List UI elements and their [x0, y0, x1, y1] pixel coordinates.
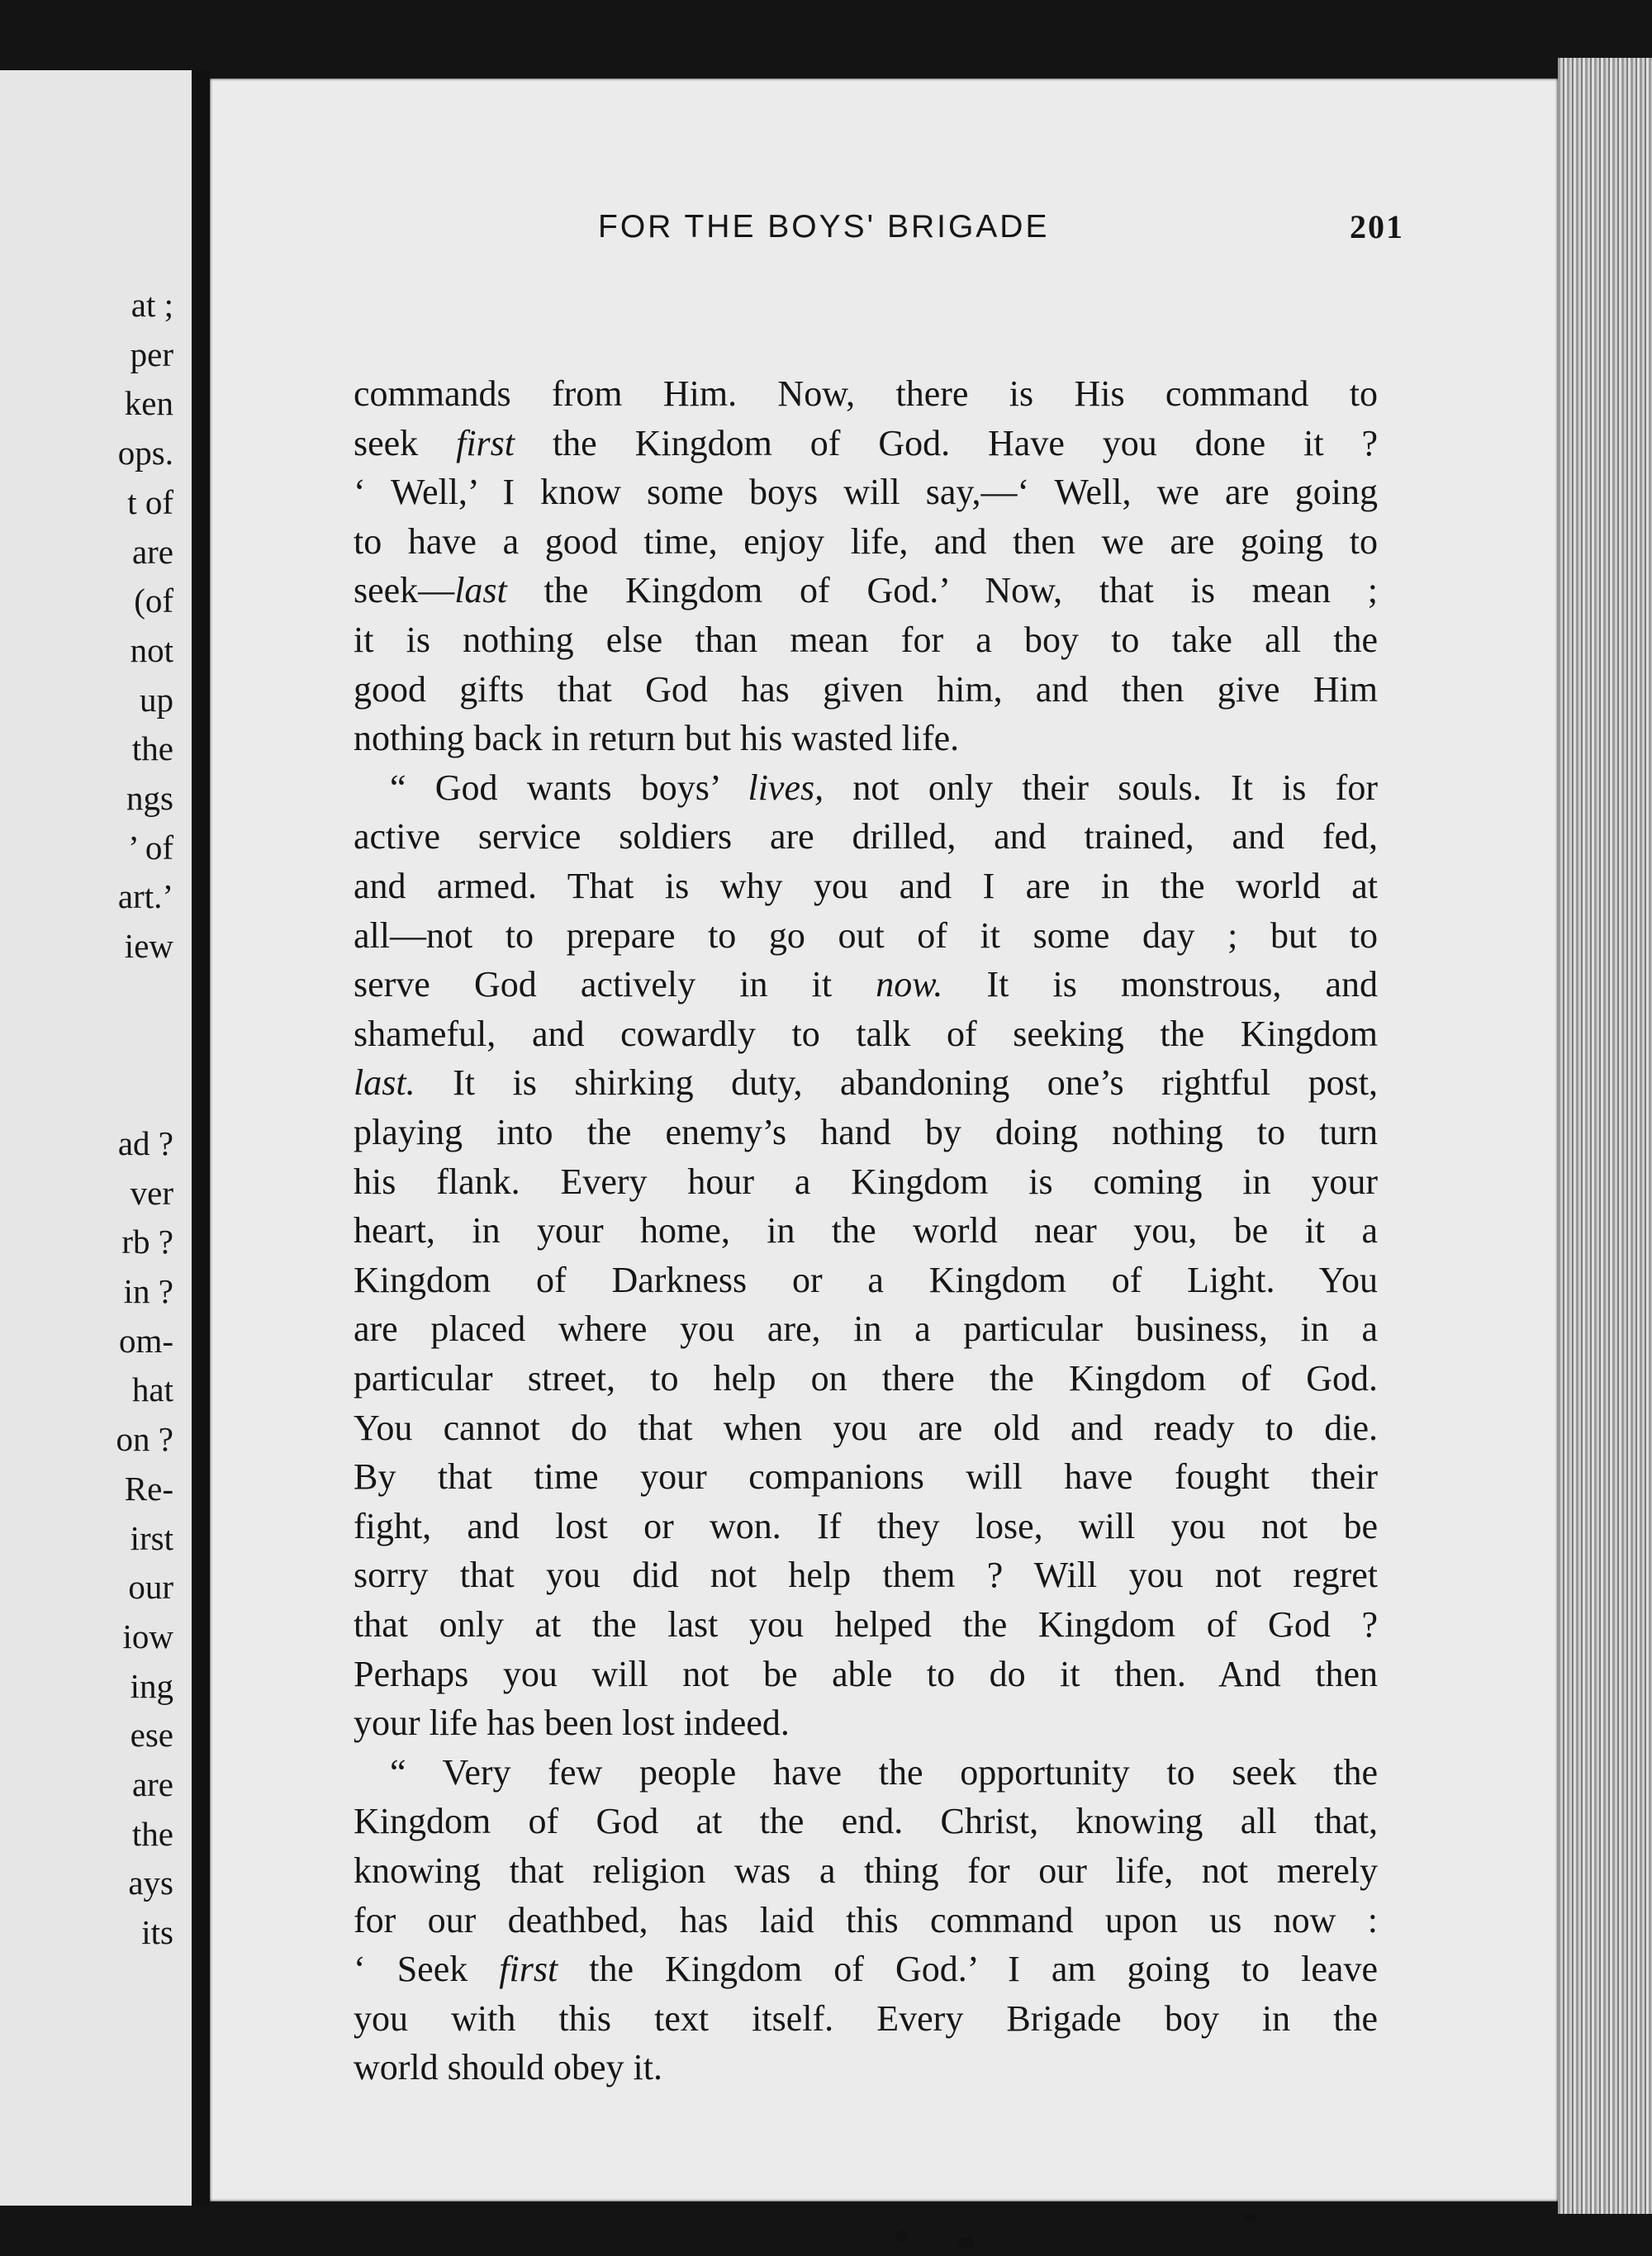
text-segment: By that time your companions will have fought their — [354, 1456, 1378, 1498]
text-line — [354, 1797, 1378, 1845]
left-page-fragment: per — [130, 335, 173, 373]
left-page-fragment: art.’ — [117, 877, 173, 916]
text-segment: It is shirking duty, abandoning one’s rightful post, — [415, 1062, 1378, 1104]
left-page-fragment: ays — [128, 1864, 173, 1902]
text-segment: knowing that religion was a thing for our life, not merely — [354, 1850, 1378, 1891]
text-segment: nothing back in return but his wasted life. — [354, 718, 960, 759]
text-line — [354, 1846, 1378, 1895]
left-page-fragment: on ? — [116, 1420, 173, 1459]
text-segment: active service soldiers are drilled, and trained, and fed, — [354, 816, 1378, 857]
left-page-fragment: up — [140, 680, 173, 719]
text-segment: and armed. That is why you and I are in the world at — [354, 866, 1378, 906]
text-line — [354, 1206, 1378, 1255]
left-page-fragment: at ; — [131, 286, 173, 324]
text-line — [354, 1650, 1378, 1698]
text-line — [354, 1748, 1378, 1797]
text-line — [354, 763, 1378, 812]
text-line — [354, 1945, 1378, 1993]
text-line — [354, 1502, 1378, 1551]
left-page-fragment: the — [131, 729, 173, 768]
text-segment: “ God wants boys’ — [390, 767, 748, 808]
text-line — [354, 1009, 1378, 1058]
text-line — [354, 1256, 1378, 1304]
left-page-fragment: ing — [130, 1666, 173, 1705]
text-segment: your life has been lost indeed. — [354, 1703, 790, 1744]
left-page-fragment: om- — [118, 1321, 173, 1360]
left-page-fragment: not — [130, 630, 173, 669]
left-page-fragment: our — [128, 1568, 173, 1607]
text-segment: all—not to prepare to go out of it some day ; but to — [354, 914, 1378, 956]
left-page-fragment: iow — [122, 1617, 173, 1655]
text-line — [354, 517, 1378, 566]
text-line — [354, 1157, 1378, 1206]
left-page-fragment: iew — [124, 927, 173, 966]
left-page-fragment: in ? — [123, 1272, 173, 1310]
text-line — [354, 1452, 1378, 1501]
text-segment: good gifts that God has given him, and then give Him — [354, 668, 1378, 710]
left-page-fragment: ad ? — [117, 1123, 173, 1162]
text-segment: the Kingdom of God.’ Now, that is mean ; — [506, 570, 1378, 611]
italic-word: last — [454, 570, 507, 611]
text-segment: playing into the enemy’s hand by doing nothing to turn — [354, 1112, 1378, 1152]
text-segment: world should obey it. — [354, 2047, 662, 2088]
left-page-fragment: ese — [130, 1716, 173, 1755]
left-page-fragment: ops. — [117, 434, 173, 473]
text-segment: heart, in your home, in the world near you, be it a — [354, 1210, 1378, 1251]
text-line — [354, 615, 1378, 664]
text-segment: fight, and lost or won. If they lose, will you not be — [354, 1505, 1378, 1546]
left-page-fragment: ’ of — [127, 828, 173, 867]
left-page-fragment: ngs — [126, 779, 173, 817]
left-page-fragment: are — [131, 532, 173, 571]
text-line — [354, 1896, 1378, 1945]
left-page-fragment: irst — [130, 1518, 173, 1557]
text-segment: serve God actively in it — [354, 964, 876, 1005]
text-segment: you with this text itself. Every Brigade boy in the — [354, 1997, 1378, 2039]
book-gutter — [192, 70, 210, 2206]
text-segment: shameful, and cowardly to talk of seeking the Kingdom — [354, 1013, 1378, 1054]
left-page-fragment: (of — [134, 582, 173, 620]
text-segment: his flank. Every hour a Kingdom is coming in your — [354, 1161, 1378, 1202]
italic-word: lives, — [748, 767, 824, 808]
text-segment: the Kingdom of God.’ I am going to leave — [558, 1949, 1378, 1990]
text-segment: Kingdom of God at the end. Christ, knowing all that, — [354, 1801, 1378, 1842]
text-line — [354, 714, 1378, 762]
text-line — [354, 369, 1378, 418]
text-line — [354, 665, 1378, 714]
text-line — [354, 1058, 1378, 1107]
scan-speck — [958, 2237, 975, 2249]
text-line — [354, 960, 1378, 1009]
text-line — [354, 468, 1378, 516]
italic-word: first — [456, 422, 515, 463]
text-segment: that only at the last you helped the Kingdom of God ? — [354, 1604, 1378, 1645]
left-page-fragment: are — [131, 1765, 173, 1803]
italic-word: now. — [876, 964, 943, 1005]
text-segment: Kingdom of Darkness or a Kingdom of Light. You — [354, 1259, 1378, 1300]
left-page-fragment: ken — [124, 384, 173, 423]
italic-word: first — [499, 1949, 558, 1990]
text-line — [354, 419, 1378, 468]
text-line — [354, 2043, 1378, 2092]
scan-speck — [1243, 2214, 1256, 2220]
text-line — [354, 566, 1378, 615]
text-segment: for our deathbed, has laid this command upon us now : — [354, 1899, 1378, 1940]
text-segment: the Kingdom of God. Have you done it ? — [515, 422, 1379, 463]
text-line — [354, 1551, 1378, 1599]
page-edge — [1558, 58, 1652, 2214]
text-line — [354, 1108, 1378, 1156]
left-page-fragment: its — [141, 1913, 173, 1952]
text-line — [354, 862, 1378, 910]
text-segment: Perhaps you will not be able to do it then. And then — [354, 1653, 1378, 1694]
text-line — [354, 911, 1378, 960]
text-line — [354, 812, 1378, 861]
text-line — [354, 1600, 1378, 1649]
text-segment: not only their souls. It is for — [824, 767, 1378, 808]
left-page — [0, 70, 192, 2206]
left-page-fragment: Re- — [124, 1469, 173, 1508]
right-page — [210, 78, 1558, 2201]
running-title: FOR THE BOYS' BRIGADE — [598, 209, 1050, 245]
running-head — [210, 202, 1558, 252]
text-line — [354, 1304, 1378, 1353]
text-line — [354, 1994, 1378, 2043]
text-line — [354, 1403, 1378, 1452]
text-segment: it is nothing else than mean for a boy to take all the — [354, 620, 1378, 660]
text-segment: are placed where you are, in a particular business, in a — [354, 1308, 1378, 1350]
page-number: 201 — [1350, 208, 1404, 245]
left-page-fragment: hat — [131, 1370, 173, 1409]
left-page-fragment: ver — [130, 1173, 173, 1212]
text-line — [354, 1698, 1378, 1747]
italic-word: last. — [354, 1062, 415, 1104]
text-line — [354, 1354, 1378, 1403]
text-segment: You cannot do that when you are old and ready to die. — [354, 1407, 1378, 1448]
left-page-fragment: rb ? — [121, 1223, 173, 1261]
text-segment: sorry that you did not help them ? Will you not regret — [354, 1555, 1378, 1596]
text-segment: ‘ Well,’ I know some boys will say,—‘ Well, we are going — [354, 472, 1378, 513]
text-segment: It is monstrous, and — [942, 964, 1379, 1005]
left-page-fragment: the — [131, 1814, 173, 1853]
text-segment: seek— — [354, 570, 455, 611]
left-page-fragment: t of — [127, 482, 173, 521]
text-segment: seek — [354, 422, 457, 463]
text-segment: commands from Him. Now, there is His command to — [354, 373, 1378, 414]
scan-speck — [896, 2230, 908, 2242]
text-segment: ‘ Seek — [354, 1949, 500, 1990]
text-segment: to have a good time, enjoy life, and then we are going to — [354, 520, 1378, 562]
text-segment: particular street, to help on there the Kingdom of God. — [354, 1358, 1378, 1399]
text-segment: “ Very few people have the opportunity to seek the — [390, 1751, 1378, 1793]
